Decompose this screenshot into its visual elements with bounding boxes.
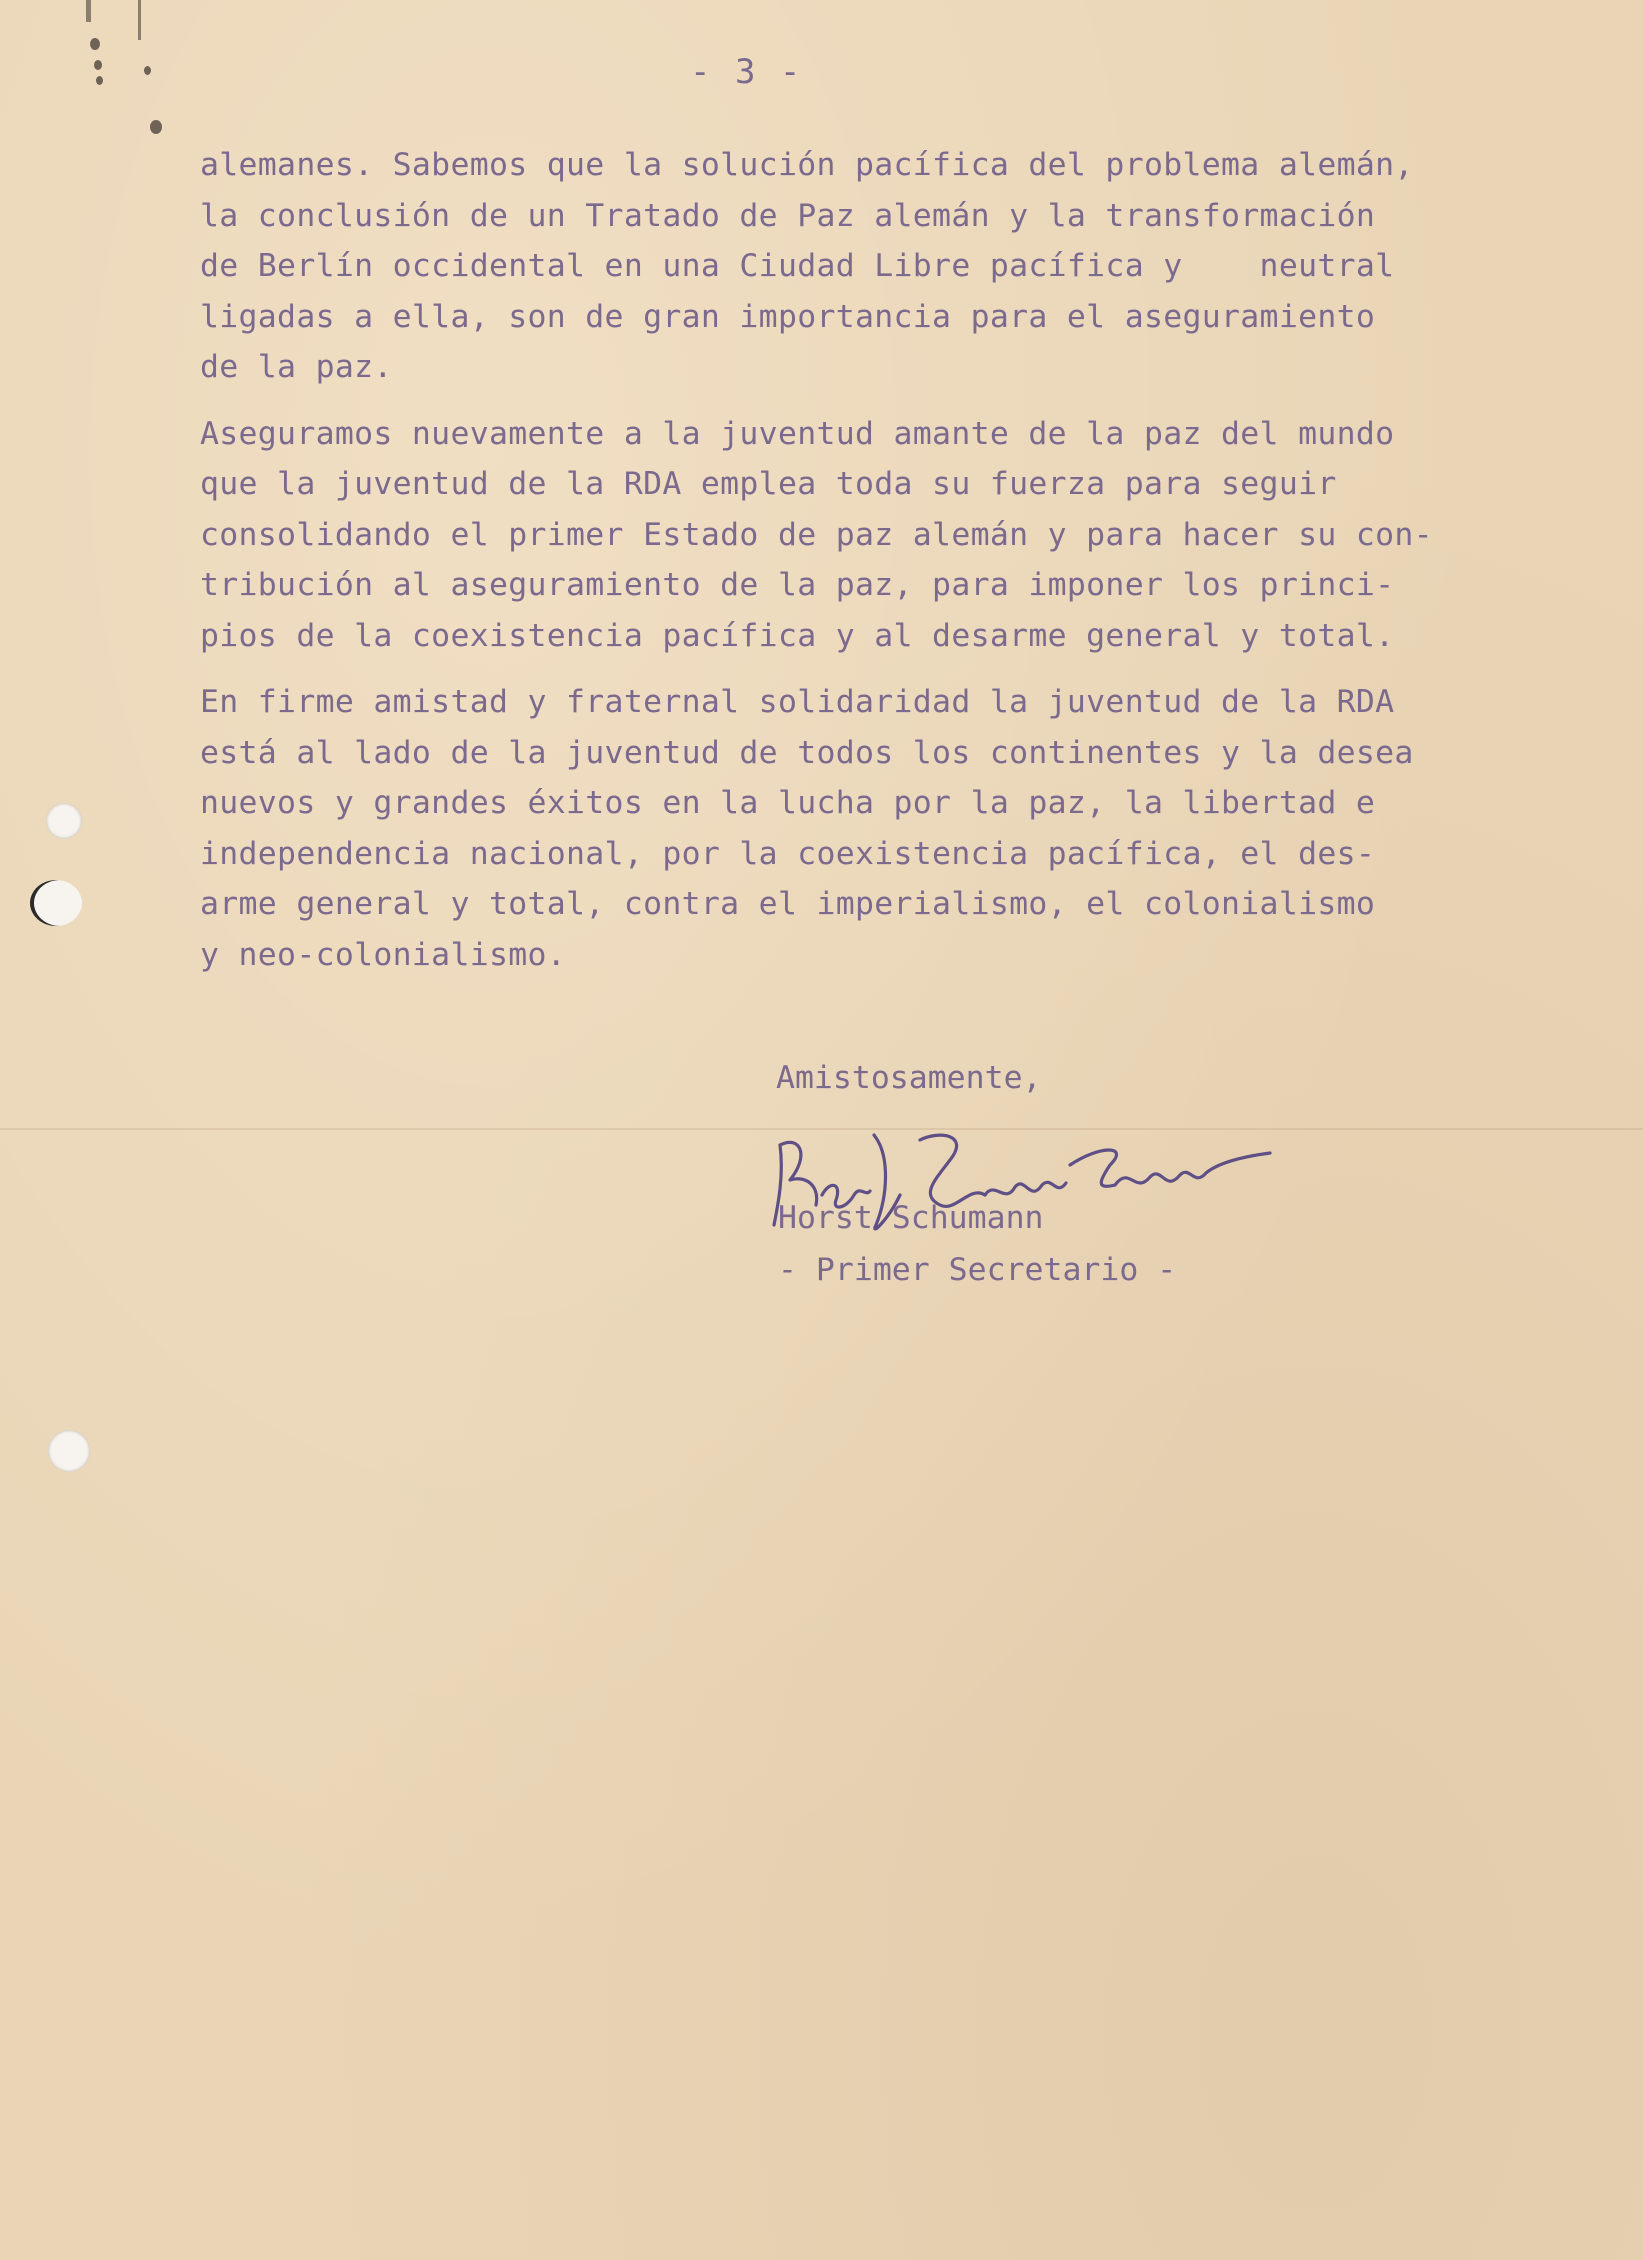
staple-hole-mark [94, 60, 102, 70]
text-line: nuevos y grandes éxitos en la lucha por la paz, la libertad e [200, 785, 1376, 821]
paragraph [200, 409, 1540, 662]
text-line: alemanes. Sabemos que la solución pacífica del problema alemán, [200, 147, 1414, 183]
closing-salutation: Amistosamente, [776, 1060, 1042, 1096]
punch-hole [30, 880, 82, 926]
text-line: la conclusión de un Tratado de Paz alemán y la transformación [200, 197, 1376, 234]
letter-body [200, 140, 1540, 996]
paragraph [200, 677, 1540, 980]
text-line: arme general y total, contra el imperialismo, el colonialismo [200, 886, 1376, 922]
text-line: de la paz. [200, 349, 393, 385]
signer-title: - Primer Secretario - [778, 1252, 1177, 1288]
punch-hole [48, 1430, 90, 1472]
binding-mark [138, 0, 141, 40]
text-line: tribución al aseguramiento de la paz, para imponer los princi- [200, 567, 1395, 603]
page-number: - 3 - [690, 52, 803, 92]
text-line: independencia nacional, por la coexistencia pacífica, el des- [200, 835, 1376, 872]
text-line: ligadas a ella, son de gran importancia para el aseguramiento [200, 298, 1376, 335]
staple-hole-mark [90, 38, 100, 50]
text-line: Aseguramos nuevamente a la juventud amante de la paz del mundo [200, 415, 1395, 452]
staple-hole-mark [96, 76, 103, 85]
staple-hole-mark [150, 120, 162, 134]
text-line: que la juventud de la RDA emplea toda su fuerza para seguir [200, 466, 1337, 502]
staple-hole-mark [144, 66, 151, 75]
text-line: En firme amistad y fraternal solidaridad la juventud de la RDA [200, 684, 1395, 720]
binding-mark [86, 0, 91, 22]
text-line: de Berlín occidental en una Ciudad Libre pacífica y neutral [200, 248, 1395, 284]
paragraph [200, 140, 1540, 393]
text-line: pios de la coexistencia pacífica y al desarme general y total. [200, 617, 1395, 654]
text-line: y neo-colonialismo. [200, 936, 567, 973]
signer-name: Horst Schumann [778, 1200, 1044, 1236]
text-line: está al lado de la juventud de todos los continentes y la desea [200, 734, 1414, 771]
text-line: consolidando el primer Estado de paz alemán y para hacer su con- [200, 516, 1433, 553]
punch-hole [46, 803, 82, 839]
